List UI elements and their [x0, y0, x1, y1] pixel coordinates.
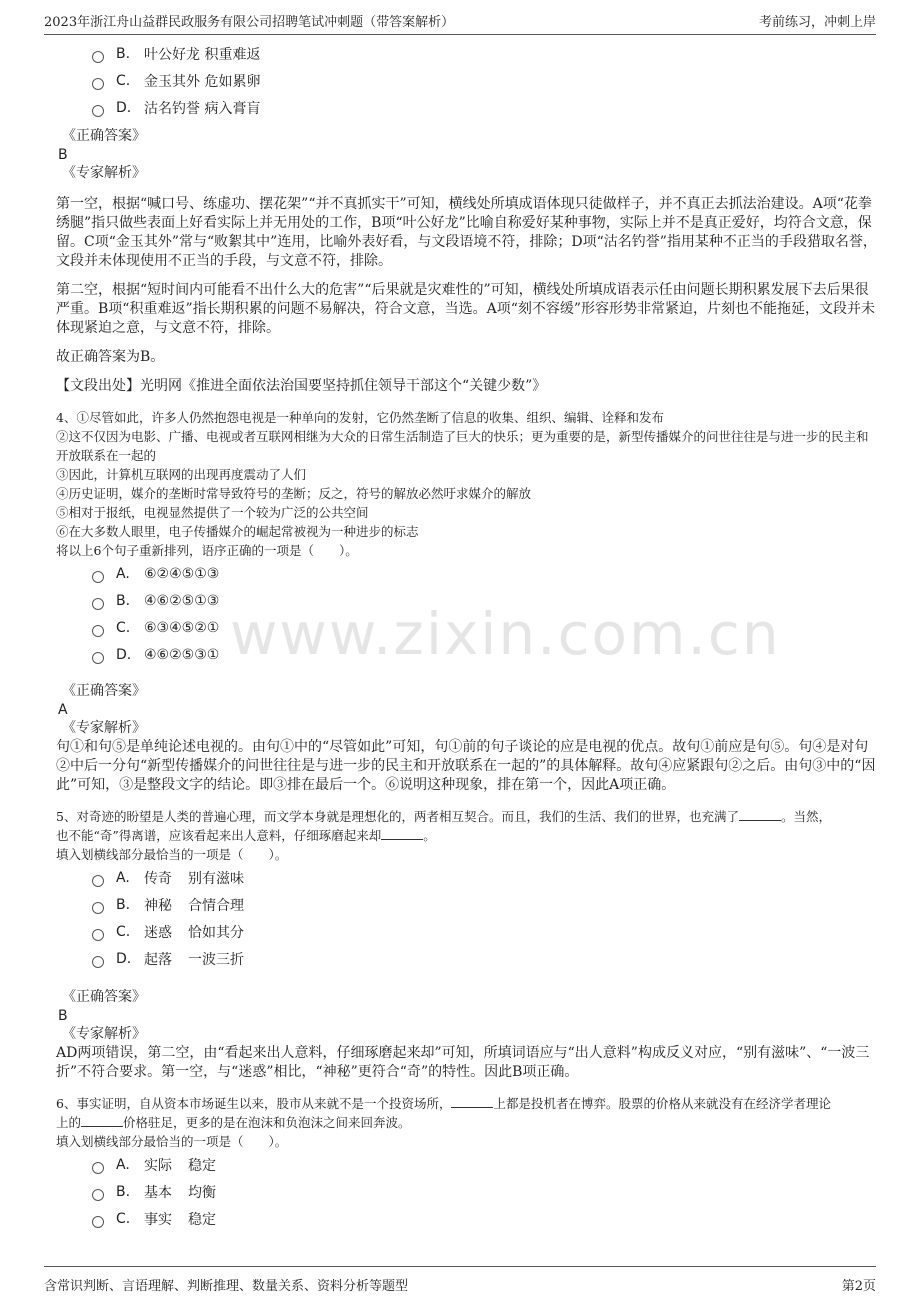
- q4-option-c[interactable]: C. ⑥③④⑤②①: [92, 614, 880, 641]
- q4-option-a[interactable]: A. ⑥②④⑤①③: [92, 560, 880, 587]
- page-header: [44, 8, 876, 35]
- radio-icon[interactable]: [92, 571, 104, 583]
- radio-icon[interactable]: [92, 875, 104, 887]
- answer-value: A: [58, 702, 68, 718]
- q4-options: [56, 560, 880, 668]
- q3-options: [56, 40, 880, 121]
- question-prompt: 将以上6个句子重新排列，语序正确的一项是（ ）。: [56, 543, 358, 558]
- question-prompt: 填入划横线部分最恰当的一项是（ ）。: [56, 847, 288, 862]
- source-citation: 【文段出处】光明网《推进全面依法治国要坚持抓住领导干部这个“关键少数”》: [56, 378, 547, 394]
- q6-question: [56, 1094, 880, 1151]
- analysis-paragraph: AD两项错误，第二空，由“看起来出人意料，仔细琢磨起来却”可知，所填词语应与“出人意料”构成反义对应，“别有滋味”、“一波三折”不符合要求。第一空，与“迷惑”相比，“神秘”更符合“奇”的特性。因此B项正确。: [56, 1045, 870, 1080]
- analysis-paragraph: 第二空，根据“短时间内可能看不出什么大的危害”“后果就是灾难性的”可知，横线处所填成语表示任由问题长期积累发展下去后果很严重。B项“积重难返”指长期积累的问题不易解决，符合文意，当选。A项“刻不容缓”形容形势非常紧迫，片刻也不能拖延，文段并未体现紧迫之意，与文意不符，排除。: [56, 282, 876, 336]
- answer-label: 《正确答案》: [62, 128, 146, 144]
- q3-option-c[interactable]: C. 金玉其外 危如累卵: [92, 67, 880, 94]
- radio-icon[interactable]: [92, 1189, 104, 1201]
- question-line: ③因此，计算机互联网的出现再度震动了人们: [56, 467, 307, 482]
- page-number: 第2页: [841, 1278, 876, 1294]
- header-slogan: 考前练习，冲刺上岸: [758, 15, 876, 30]
- fill-blank: [739, 808, 781, 821]
- watermark: www.zixin.com.cn: [230, 600, 781, 668]
- fill-blank: [81, 1114, 123, 1127]
- page-footer: [44, 1266, 876, 1297]
- header-title: 2023年浙江舟山益群民政服务有限公司招聘笔试冲刺题（带答案解析）: [44, 15, 455, 30]
- radio-icon[interactable]: [92, 78, 104, 90]
- q6-option-c[interactable]: C. 事实 稳定: [92, 1205, 880, 1232]
- question-line: 也不能“奇”得离谱，应该看起来出人意料，仔细琢磨起来却 。: [56, 828, 436, 843]
- q6-option-a[interactable]: A. 实际 稳定: [92, 1151, 880, 1178]
- analysis-conclusion: 故正确答案为B。: [56, 349, 165, 365]
- q6-options: [56, 1151, 880, 1232]
- question-line: ②这不仅因为电影、广播、电视或者互联网相继为大众的日常生活制造了巨大的快乐；更为重要的是，新型传播媒介的问世往往是与进一步的民主和开放联系在一起的: [56, 429, 869, 463]
- radio-icon[interactable]: [92, 956, 104, 968]
- radio-icon[interactable]: [92, 625, 104, 637]
- q3-option-b[interactable]: B. 叶公好龙 积重难返: [92, 40, 880, 67]
- radio-icon[interactable]: [92, 1162, 104, 1174]
- radio-icon[interactable]: [92, 929, 104, 941]
- q5-option-a[interactable]: A. 传奇 别有滋味: [92, 864, 880, 891]
- answer-value: B: [58, 147, 68, 163]
- q4-option-b[interactable]: B. ④⑥②⑤①③: [92, 587, 880, 614]
- analysis-label: 《专家解析》: [62, 165, 146, 181]
- q4-question: [56, 408, 880, 560]
- question-line: 4、①尽管如此，许多人仍然抱怨电视是一种单向的发射，它仍然垄断了信息的收集、组织、编辑、诠释和发布: [56, 410, 664, 425]
- footer-note: 含常识判断、言语理解、判断推理、数量关系、资料分析等题型: [44, 1278, 409, 1294]
- fill-blank: [381, 827, 423, 840]
- analysis-label: 《专家解析》: [62, 720, 146, 736]
- q5-question: [56, 807, 880, 864]
- question-line: ⑤相对于报纸，电视显然提供了一个较为广泛的公共空间: [56, 505, 369, 520]
- question-line: 5、对奇迹的盼望是人类的普遍心理，而文学本身就是理想化的，两者相互契合。而且，我们的生活、我们的世界，也充满了 。当然，: [56, 809, 831, 824]
- radio-icon[interactable]: [92, 105, 104, 117]
- q5-option-d[interactable]: D. 起落 一波三折: [92, 945, 880, 972]
- answer-label: 《正确答案》: [62, 989, 146, 1005]
- question-line: ④历史证明，媒介的垄断时常导致符号的垄断；反之，符号的解放必然吁求媒介的解放: [56, 486, 532, 501]
- q5-option-c[interactable]: C. 迷惑 恰如其分: [92, 918, 880, 945]
- analysis-label: 《专家解析》: [62, 1026, 146, 1042]
- analysis-paragraph: 第一空，根据“喊口号、练虚功、摆花架”“并不真抓实干”可知，横线处所填成语体现只徒做样子，并不真正去抓法治建设。A项“花拳绣腿”指只做些表面上好看实际上并无用处的工作，B项“叶公好龙”比喻自称爱好某种事物，实际上并不是真正爱好，均符合文意，保留。C项“金玉其外”常与“败絮其中”连用，比喻外表好看，与文段语境不符，排除；D项“沽名钓誉”指用某种不正当的手段猎取名誉，文段并未体现使用不正当的手段，与文意不符，排除。: [56, 196, 877, 269]
- question-line: 上的 价格驻足，更多的是在泡沫和负泡沫之间来回奔波。: [56, 1115, 411, 1130]
- analysis-paragraph: 句①和句⑤是单纯论述电视的。由句①中的“尽管如此”可知，句①前的句子谈论的应是电视的优点。故句①前应是句⑤。句④是对句②中后一分句“新型传播媒介的问世往往是与进一步的民主和开放联系在一起的”的具体解释。故句④应紧跟句②之后。由句③中的“因此”可知，③是整段文字的结论。即③排在最后一个。⑥说明这种现象，排在第一个，因此A项正确。: [56, 739, 876, 793]
- question-line: 6、事实证明，自从资本市场诞生以来，股市从来就不是一个投资场所， 上都是投机者在博弈。股票的价格从来就没有在经济学者理论: [56, 1096, 831, 1111]
- page-content: [56, 40, 880, 1232]
- q6-option-b[interactable]: B. 基本 均衡: [92, 1178, 880, 1205]
- radio-icon[interactable]: [92, 902, 104, 914]
- fill-blank: [451, 1095, 493, 1108]
- q5-option-b[interactable]: B. 神秘 合情合理: [92, 891, 880, 918]
- q4-option-d[interactable]: D. ④⑥②⑤③①: [92, 641, 880, 668]
- question-line: ⑥在大多数人眼里，电子传播媒介的崛起常被视为一种进步的标志: [56, 524, 419, 539]
- radio-icon[interactable]: [92, 1216, 104, 1228]
- radio-icon[interactable]: [92, 652, 104, 664]
- question-prompt: 填入划横线部分最恰当的一项是（ ）。: [56, 1134, 288, 1149]
- q5-options: [56, 864, 880, 972]
- answer-label: 《正确答案》: [62, 683, 146, 699]
- q3-option-d[interactable]: D. 沽名钓誉 病入膏肓: [92, 94, 880, 121]
- radio-icon[interactable]: [92, 51, 104, 63]
- answer-value: B: [58, 1008, 68, 1024]
- radio-icon[interactable]: [92, 598, 104, 610]
